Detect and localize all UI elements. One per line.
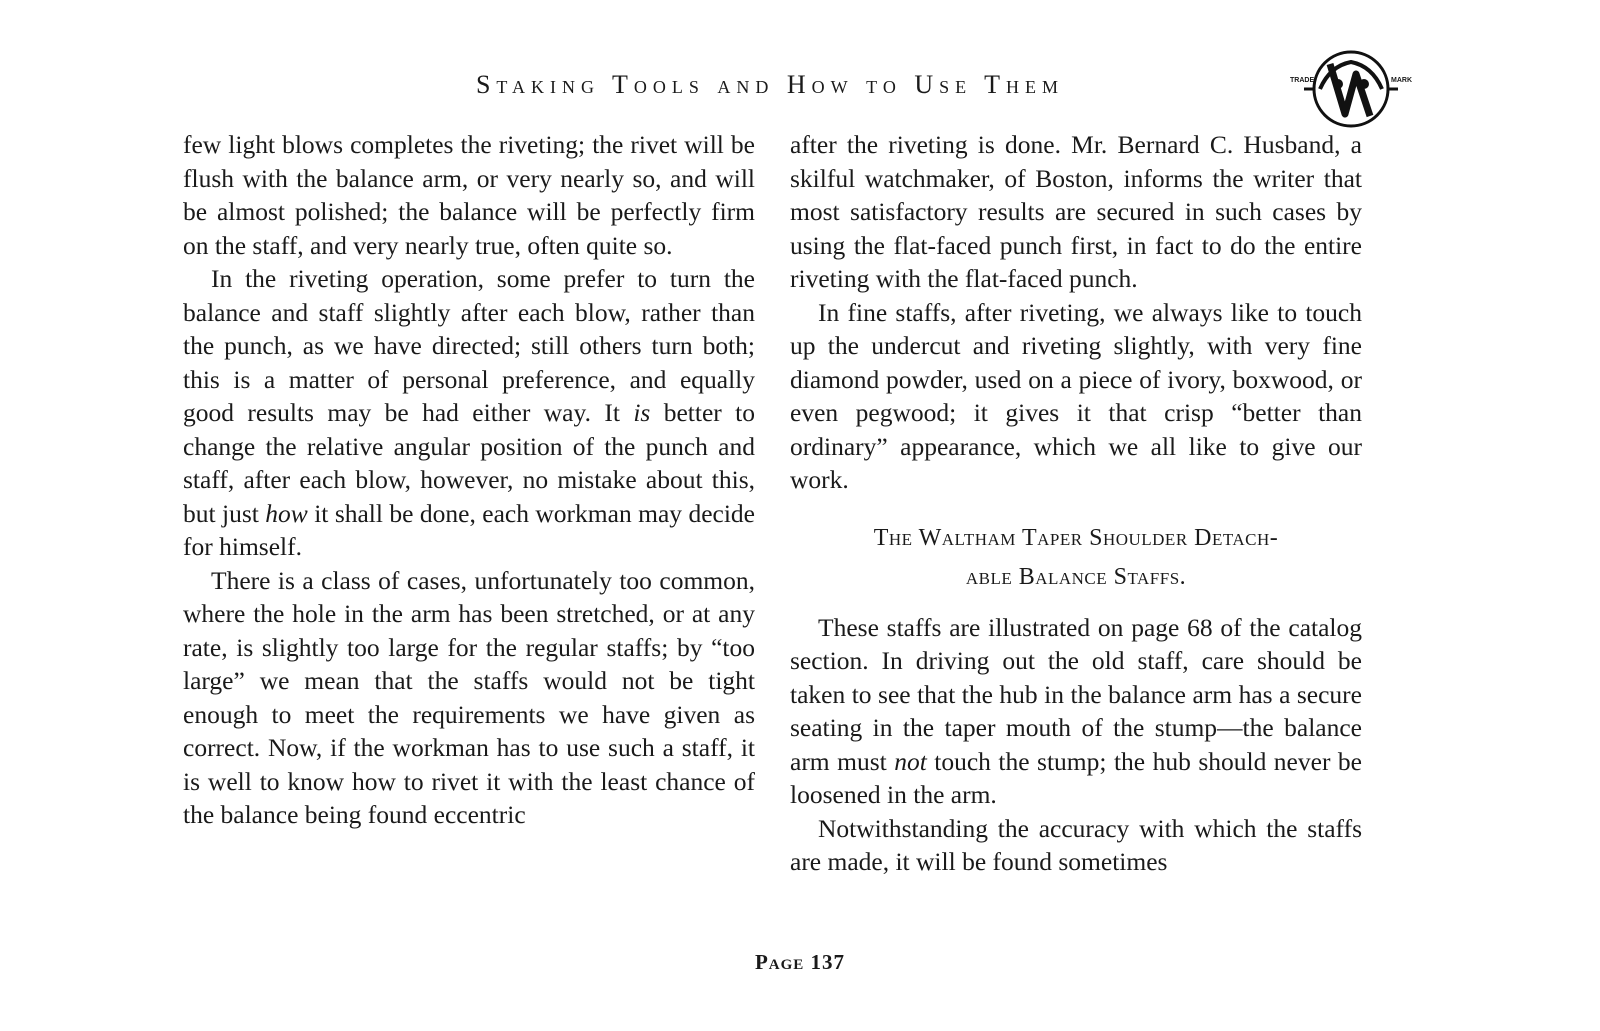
paragraph — [183, 262, 755, 564]
paragraph: after the riveting is done. Mr. Bernard C. Husband, a skilful watchmaker, of Boston, informs the writer that most satisfactory results are secured in such cases by using the flat-faced punch first, in fact to do the entire riveting with the flat-faced punch. — [790, 130, 1362, 293]
paragraph — [790, 611, 1362, 812]
left-text-column — [183, 128, 755, 832]
trademark-emblem-icon — [1290, 44, 1412, 134]
paragraph: few light blows completes the riveting; the rivet will be flush with the balance arm, or very nearly so, and will be almost polished; the balance will be perfectly firm on the staff, and very nearly true, often quite so. — [183, 130, 755, 260]
trademark-right-text: MARK — [1391, 77, 1412, 84]
paragraph: In fine staffs, after riveting, we always like to touch up the undercut and riveting slightly, with very fine diamond powder, used on a piece of ivory, boxwood, or even pegwood; it gives it that crisp “better than ordinary” appearance, which we all like to give our work. — [790, 297, 1362, 494]
emphasis: not — [894, 746, 927, 776]
running-header: Staking Tools and How to Use Them — [475, 70, 1065, 99]
emphasis: how — [265, 498, 308, 528]
emphasis: is — [633, 398, 651, 427]
page-number: Page 137 — [754, 950, 846, 974]
paragraph: Notwithstanding the accuracy with which the staffs are made, it will be found sometimes — [790, 813, 1362, 876]
section-title-line: The Waltham Taper Shoulder Detach- — [873, 524, 1279, 551]
text-run: In the riveting operation, some prefer to turn the balance and staff slightly after each blow, rather than the punch, as we have directed; still others turn both; this is a matter of personal preference, and equally good results may be had either way. It — [183, 264, 755, 427]
text-run: touch the stump; the hub should never be loosened in the arm. — [790, 746, 1362, 809]
text-run: These staffs are illustrated on page 68 of the catalog section. In driving out the old staff, care should be taken to see that the hub in the balance arm has a secure seating in the taper mouth of the stump—the balance arm must — [790, 612, 1362, 776]
text-run: better to change the relative angular position of the punch and staff, after each blow, however, no mistake about this, but just — [183, 398, 755, 528]
section-title-line: able Balance Staffs. — [965, 563, 1187, 590]
section-title — [790, 519, 1362, 597]
paragraph: There is a class of cases, unfortunately too common, where the hole in the arm has been stretched, or at any rate, is slightly too large for the regular staffs; by “too large” we mean that the staffs would not be tight enough to meet the requirements we have given as correct. Now, if the workman has to use such a staff, it is well to know how to rivet it with the least chance of the balance being found eccentric — [183, 565, 755, 829]
trademark-left-text: TRADE — [1290, 77, 1315, 84]
right-text-column — [790, 128, 1362, 879]
trademark-logo — [1290, 44, 1412, 134]
text-run: it shall be done, each workman may decide for himself. — [183, 498, 755, 561]
